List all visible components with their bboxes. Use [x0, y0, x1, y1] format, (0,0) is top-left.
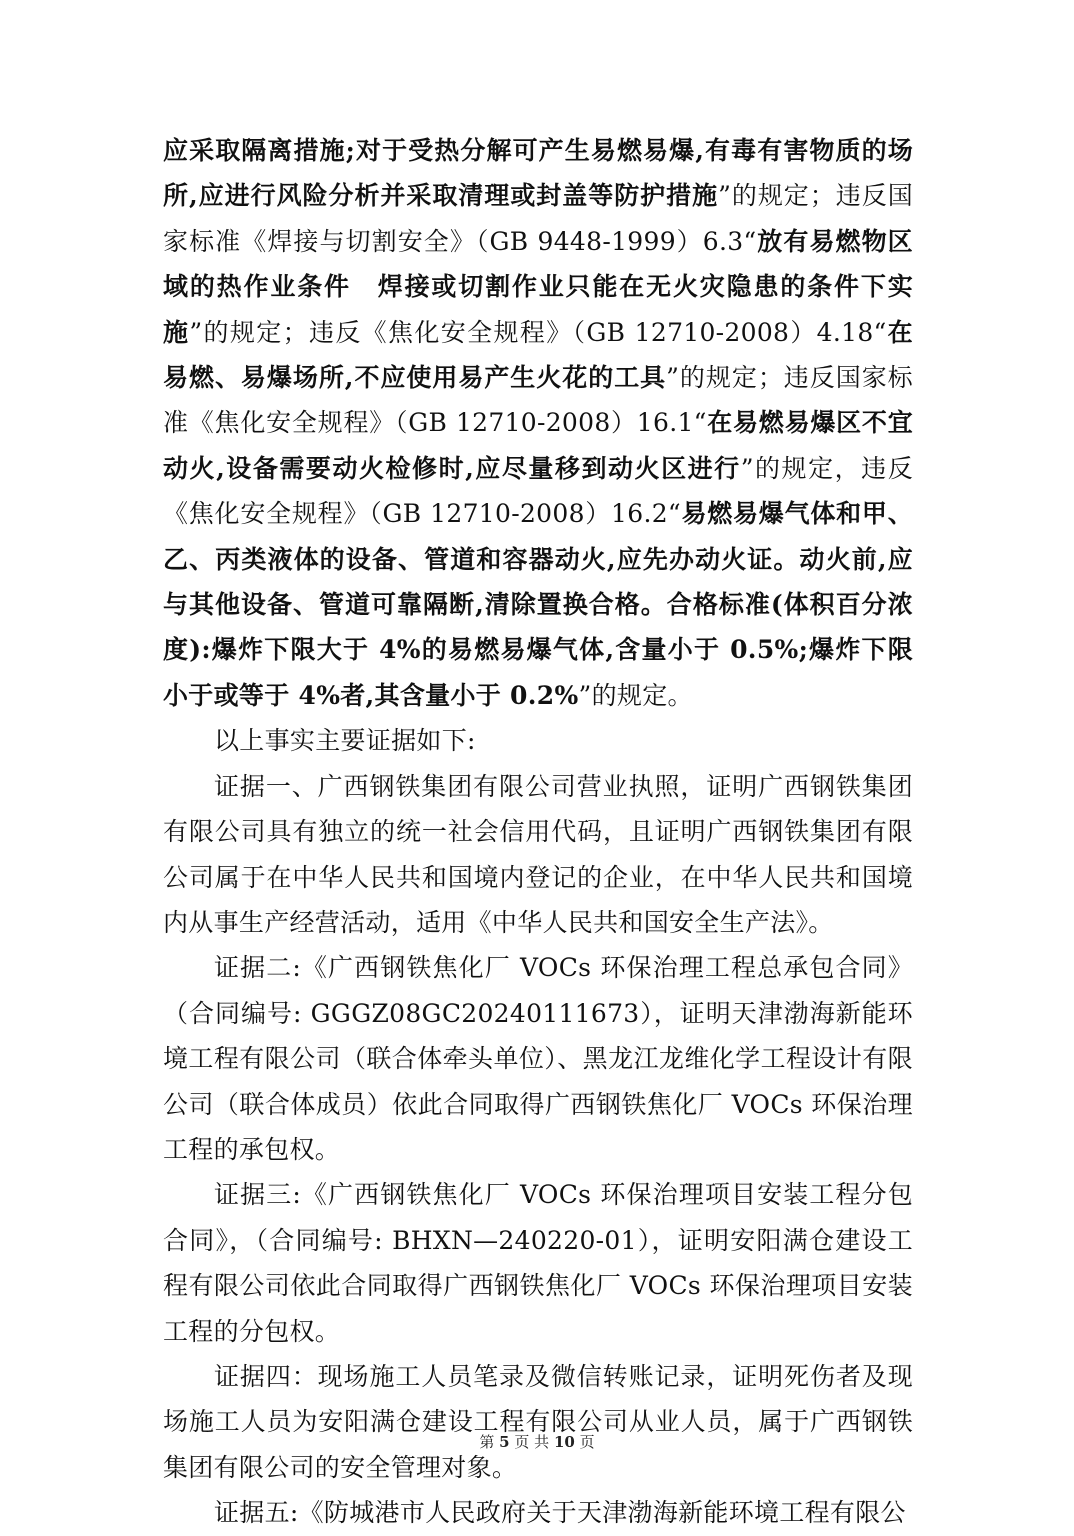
total-page-count: 10 [553, 1433, 575, 1451]
page-footer [0, 1432, 1074, 1452]
footer-suffix: 页 [579, 1433, 595, 1451]
current-page-number: 5 [499, 1433, 510, 1451]
evidence-paragraph-2: 证据二:《广西钢铁焦化厂 VOCs 环保治理工程总承包合同》（合同编号: GGGZ08GC20240111673），证明天津渤海新能环境工程有限公司（联合体牵头单位）、黑龙江龙维化学工程设计有限公司（联合体成员）依此合同取得广西钢铁焦化厂 VOCs 环保治理工程的承包权。 [163, 953, 913, 1164]
evidence-paragraph-5: 证据五:《防城港市人民政府关于天津渤海新能环境工程有限公 [214, 1498, 906, 1528]
quoted-regulation-text: 在易燃、易爆场所,不应使用易产生火花的工具 [163, 317, 913, 393]
citation-text: ”的规定，违反《焦化安全规程》（GB 12710-2008）16.2“ [163, 453, 913, 529]
document-body [163, 128, 913, 1536]
citation-text: ”的规定；违反《焦化安全规程》（GB 12710-2008）4.18“ [189, 317, 887, 347]
evidence-paragraph-3: 证据三:《广西钢铁焦化厂 VOCs 环保治理项目安装工程分包合同》，（合同编号: BHXN—240220-01），证明安阳满仓建设工程有限公司依此合同取得广西钢铁焦化厂 VOCs 环保治理项目安装工程的分包权。 [163, 1180, 913, 1346]
quoted-regulation-text: 易燃易爆气体和甲、乙、丙类液体的设备、管道和容器动火,应先办动火证。动火前,应与其他设备、管道可靠隔断,清除置换合格。合格标准(体积百分浓度):爆炸下限大于 4%的易燃易爆气体,含量小于 0.5%;爆炸下限小于或等于 4%者,其含量小于 0.2% [163, 499, 913, 710]
citation-text: ”的规定；违反国家标准《焊接与切割安全》（GB 9448-1999）6.3“ [163, 181, 913, 256]
evidence-paragraph-4: 证据四：现场施工人员笔录及微信转账记录，证明死伤者及现场施工人员为安阳满仓建设工程有限公司从业人员，属于广西钢铁集团有限公司的安全管理对象。 [163, 1361, 913, 1482]
footer-middle: 页 共 [514, 1433, 550, 1451]
citation-text: ”的规定。 [578, 680, 693, 710]
footer-prefix: 第 [479, 1433, 495, 1451]
evidence-intro: 以上事实主要证据如下: [214, 726, 476, 756]
quoted-regulation-text: 在易燃易爆区不宜动火,设备需要动火检修时,应尽量移到动火区进行 [163, 408, 913, 483]
quoted-regulation-text: 应采取隔离措施;对于受热分解可产生易燃易爆,有毒有害物质的场所,应进行风险分析并采取清理或封盖等防护措施 [163, 136, 913, 211]
citation-text: ”的规定；违反国家标准《焦化安全规程》（GB 12710-2008）16.1“ [163, 363, 913, 438]
evidence-paragraph-1: 证据一、广西钢铁集团有限公司营业执照，证明广西钢铁集团有限公司具有独立的统一社会信用代码，且证明广西钢铁集团有限公司属于在中华人民共和国境内登记的企业，在中华人民共和国境内从事生产经营活动，适用《中华人民共和国安全生产法》。 [163, 771, 913, 937]
violation-paragraph [163, 128, 913, 718]
quoted-regulation-text: 放有易燃物区域的热作业条件 焊接或切割作业只能在无火灾隐患的条件下实施 [163, 226, 913, 347]
